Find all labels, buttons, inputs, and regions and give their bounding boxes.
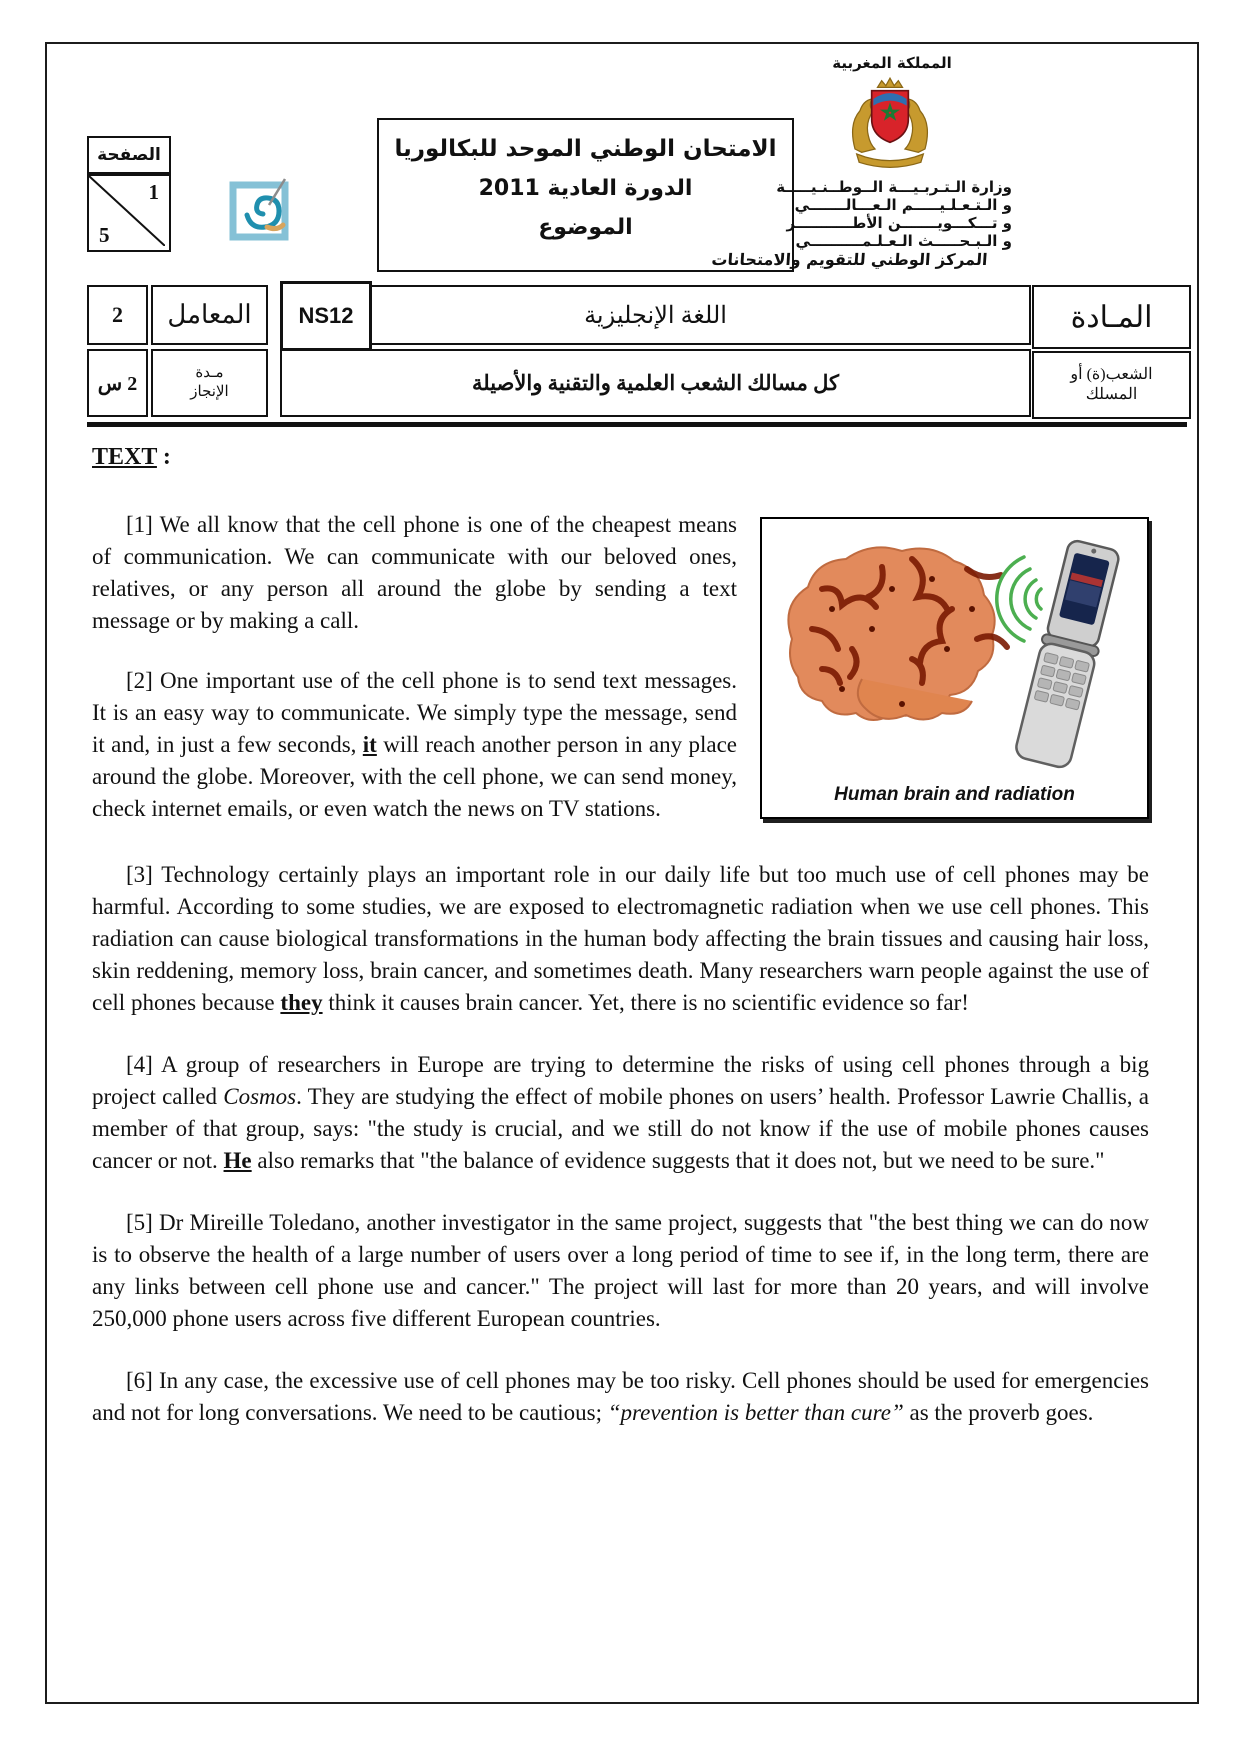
- paragraph-3: [3] Technology certainly plays an important role in our daily life but too much use of cell phones may be harmful. According to some studies, we are exposed to electromagnetic radiation when we use cell phones. This radiation can cause biological transformations in the human body affecting the brain tissues and causing hair loss, skin reddening, memory loss, brain cancer, and sometimes death. Many researchers warn people against the use of cell phones because they think it causes brain cancer. Yet, there is no scientific evidence so far!: [92, 862, 1149, 1015]
- subject-name-cell: اللغة الإنجليزية: [280, 285, 1031, 345]
- paragraph-1: [1] We all know that the cell phone is one of the cheapest means of communication. We can communicate with our beloved ones, relatives, or any person all around the globe by sending a text message or by making a call.: [92, 512, 737, 633]
- exam-session: الدورة العادية 2011: [478, 176, 693, 201]
- exam-code-cell: NS12: [280, 281, 372, 351]
- flip-phone-graphic: [1013, 538, 1123, 769]
- page-number-box: [87, 174, 171, 252]
- paragraph-2: [2] One important use of the cell phone is to send text messages. It is an easy way to communicate. We simply type the message, send it and, in just a few seconds, it will reach another person in any place around the globe. Moreover, with the cell phone, we can send money, check internet emails, or even watch the news on TV stations.: [92, 668, 737, 821]
- ministry-line: و الـتـعـلـيـــــم الـعـــالـــــــي: [794, 196, 1012, 214]
- brain-radiation-figure: [760, 517, 1149, 819]
- streams-cell: كل مسالك الشعب العلمية والتقنية والأصيلة: [280, 349, 1031, 417]
- ministry-line: و تـــكـــويـــــــن الأطـــــــــــر: [786, 214, 1012, 232]
- ministry-line: و الـبـحـــــث الـعـلـمــــــــــي: [795, 232, 1012, 250]
- exam-paper-page: [45, 42, 1199, 1704]
- paragraph-6: [6] In any case, the excessive use of cell phones may be too risky. Cell phones should be used for emergencies and not for long conversations. We need to be cautious; “prevention is better than cure” as the proverb goes.: [92, 1368, 1149, 1425]
- coat-of-arms-icon: [840, 74, 940, 179]
- coefficient-label: المعامل: [151, 285, 268, 345]
- page-total: 5: [99, 223, 110, 247]
- stream-label-cell: الشعب(ة) أو المسلك: [1032, 351, 1191, 419]
- header-divider-rule: [87, 422, 1187, 427]
- evaluation-center-logo-icon: [227, 175, 297, 250]
- coefficient-value: 2: [87, 285, 148, 345]
- ministry-line: وزارة الـتـربـيـــة الــوطــنـيـــــة: [776, 178, 1012, 196]
- full-width-paragraphs: [92, 859, 1149, 1429]
- brain-phone-illustration: [762, 519, 1147, 777]
- exam-title-box: [377, 118, 794, 272]
- page-label-box: الصفحة: [87, 136, 171, 174]
- paragraph-5: [5] Dr Mireille Toledano, another investigator in the same project, suggests that "the best thing we can do now is to observe the health of a large number of users over a long period of time to see if, in the long term, there are any links between cell phone use and cancer." The project will last for more than 20 years, and will involve 250,000 phone users across five different European countries.: [92, 1210, 1149, 1331]
- duration-label: مـدة الإنجاز: [151, 349, 268, 417]
- two-column-block: [92, 509, 1149, 853]
- radiation-waves-icon: [997, 557, 1041, 641]
- figure-caption: Human brain and radiation: [834, 784, 1075, 805]
- duration-value: 2 س: [87, 349, 148, 417]
- exam-center-name: المركز الوطني للتقويم والامتحانات: [710, 250, 989, 269]
- page-number: 1: [148, 180, 159, 204]
- brain-graphic: [788, 547, 1007, 720]
- exam-subject-word: الموضوع: [538, 215, 633, 240]
- subject-label-cell: المـادة: [1032, 285, 1191, 349]
- reading-text-section: [92, 444, 1149, 1459]
- figure-column: [760, 509, 1149, 853]
- narrow-text-column: [92, 509, 737, 853]
- kingdom-title: المملكة المغربية: [832, 54, 952, 72]
- paragraph-4: [4] A group of researchers in Europe are trying to determine the risks of using cell phones through a big project called Cosmos. They are studying the effect of mobile phones on users’ health. Professor Lawrie Challis, a member of that group, says: "the study is crucial, and we still do not know if the use of mobile phones causes cancer or not. He also remarks that "the balance of evidence suggests that it does not, but we need to be sure.": [92, 1052, 1149, 1173]
- exam-title: الامتحان الوطني الموحد للبكالوريا: [394, 136, 777, 162]
- text-heading: TEXT :: [92, 444, 171, 470]
